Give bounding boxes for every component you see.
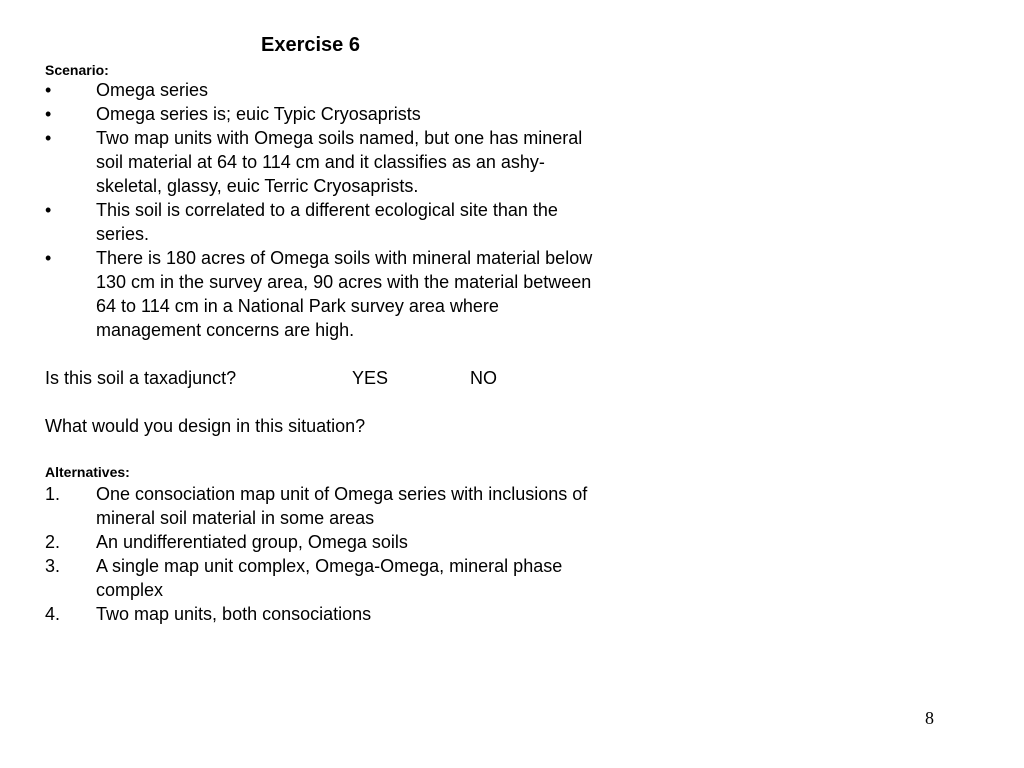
alternative-item-text: A single map unit complex, Omega-Omega, mineral phase complex [96, 556, 563, 600]
answer-no: NO [470, 368, 497, 388]
number-marker: 1. [45, 484, 61, 504]
scenario-item-text: Omega series is; euic Typic Cryosaprists [96, 104, 421, 124]
alternative-item [45, 554, 596, 602]
scenario-item [45, 198, 596, 246]
bullet-marker: • [45, 248, 52, 268]
number-marker: 3. [45, 556, 61, 576]
alternatives-list [45, 482, 596, 626]
scenario-list [45, 78, 596, 342]
bullet-marker: • [45, 80, 52, 100]
scenario-item-text: There is 180 acres of Omega soils with mineral material below 130 cm in the survey area, 90 acres with the material between 64 to 114 cm in a National Park survey area where management concerns are high. [96, 248, 593, 340]
scenario-item-text: This soil is correlated to a different ecological site than the series. [96, 200, 558, 244]
number-marker: 2. [45, 532, 61, 552]
alternative-item [45, 482, 596, 530]
taxadjunct-question: Is this soil a taxadjunct? [45, 368, 237, 388]
number-marker: 4. [45, 604, 61, 624]
alternative-item-text: Two map units, both consociations [96, 604, 372, 624]
scenario-label: Scenario: [45, 62, 109, 78]
scenario-item [45, 126, 596, 198]
design-question: What would you design in this situation? [45, 416, 366, 436]
slide-title: Exercise 6 [261, 34, 360, 56]
scenario-item [45, 78, 596, 102]
alternatives-label: Alternatives: [45, 464, 130, 480]
page-number: 8 [925, 708, 934, 728]
scenario-item [45, 246, 596, 342]
scenario-item-text: Two map units with Omega soils named, but one has mineral soil material at 64 to 114 cm and it classifies as an ashy-skeletal, glassy, euic Terric Cryosaprists. [96, 128, 583, 196]
answer-yes: YES [352, 368, 389, 388]
scenario-item [45, 102, 596, 126]
alternative-item-text: An undifferentiated group, Omega soils [96, 532, 408, 552]
scenario-item-text: Omega series [96, 80, 209, 100]
alternative-item [45, 602, 596, 626]
bullet-marker: • [45, 104, 52, 124]
alternative-item [45, 530, 596, 554]
alternative-item-text: One consociation map unit of Omega series with inclusions of mineral soil material in some areas [96, 484, 588, 528]
bullet-marker: • [45, 200, 52, 220]
bullet-marker: • [45, 128, 52, 148]
